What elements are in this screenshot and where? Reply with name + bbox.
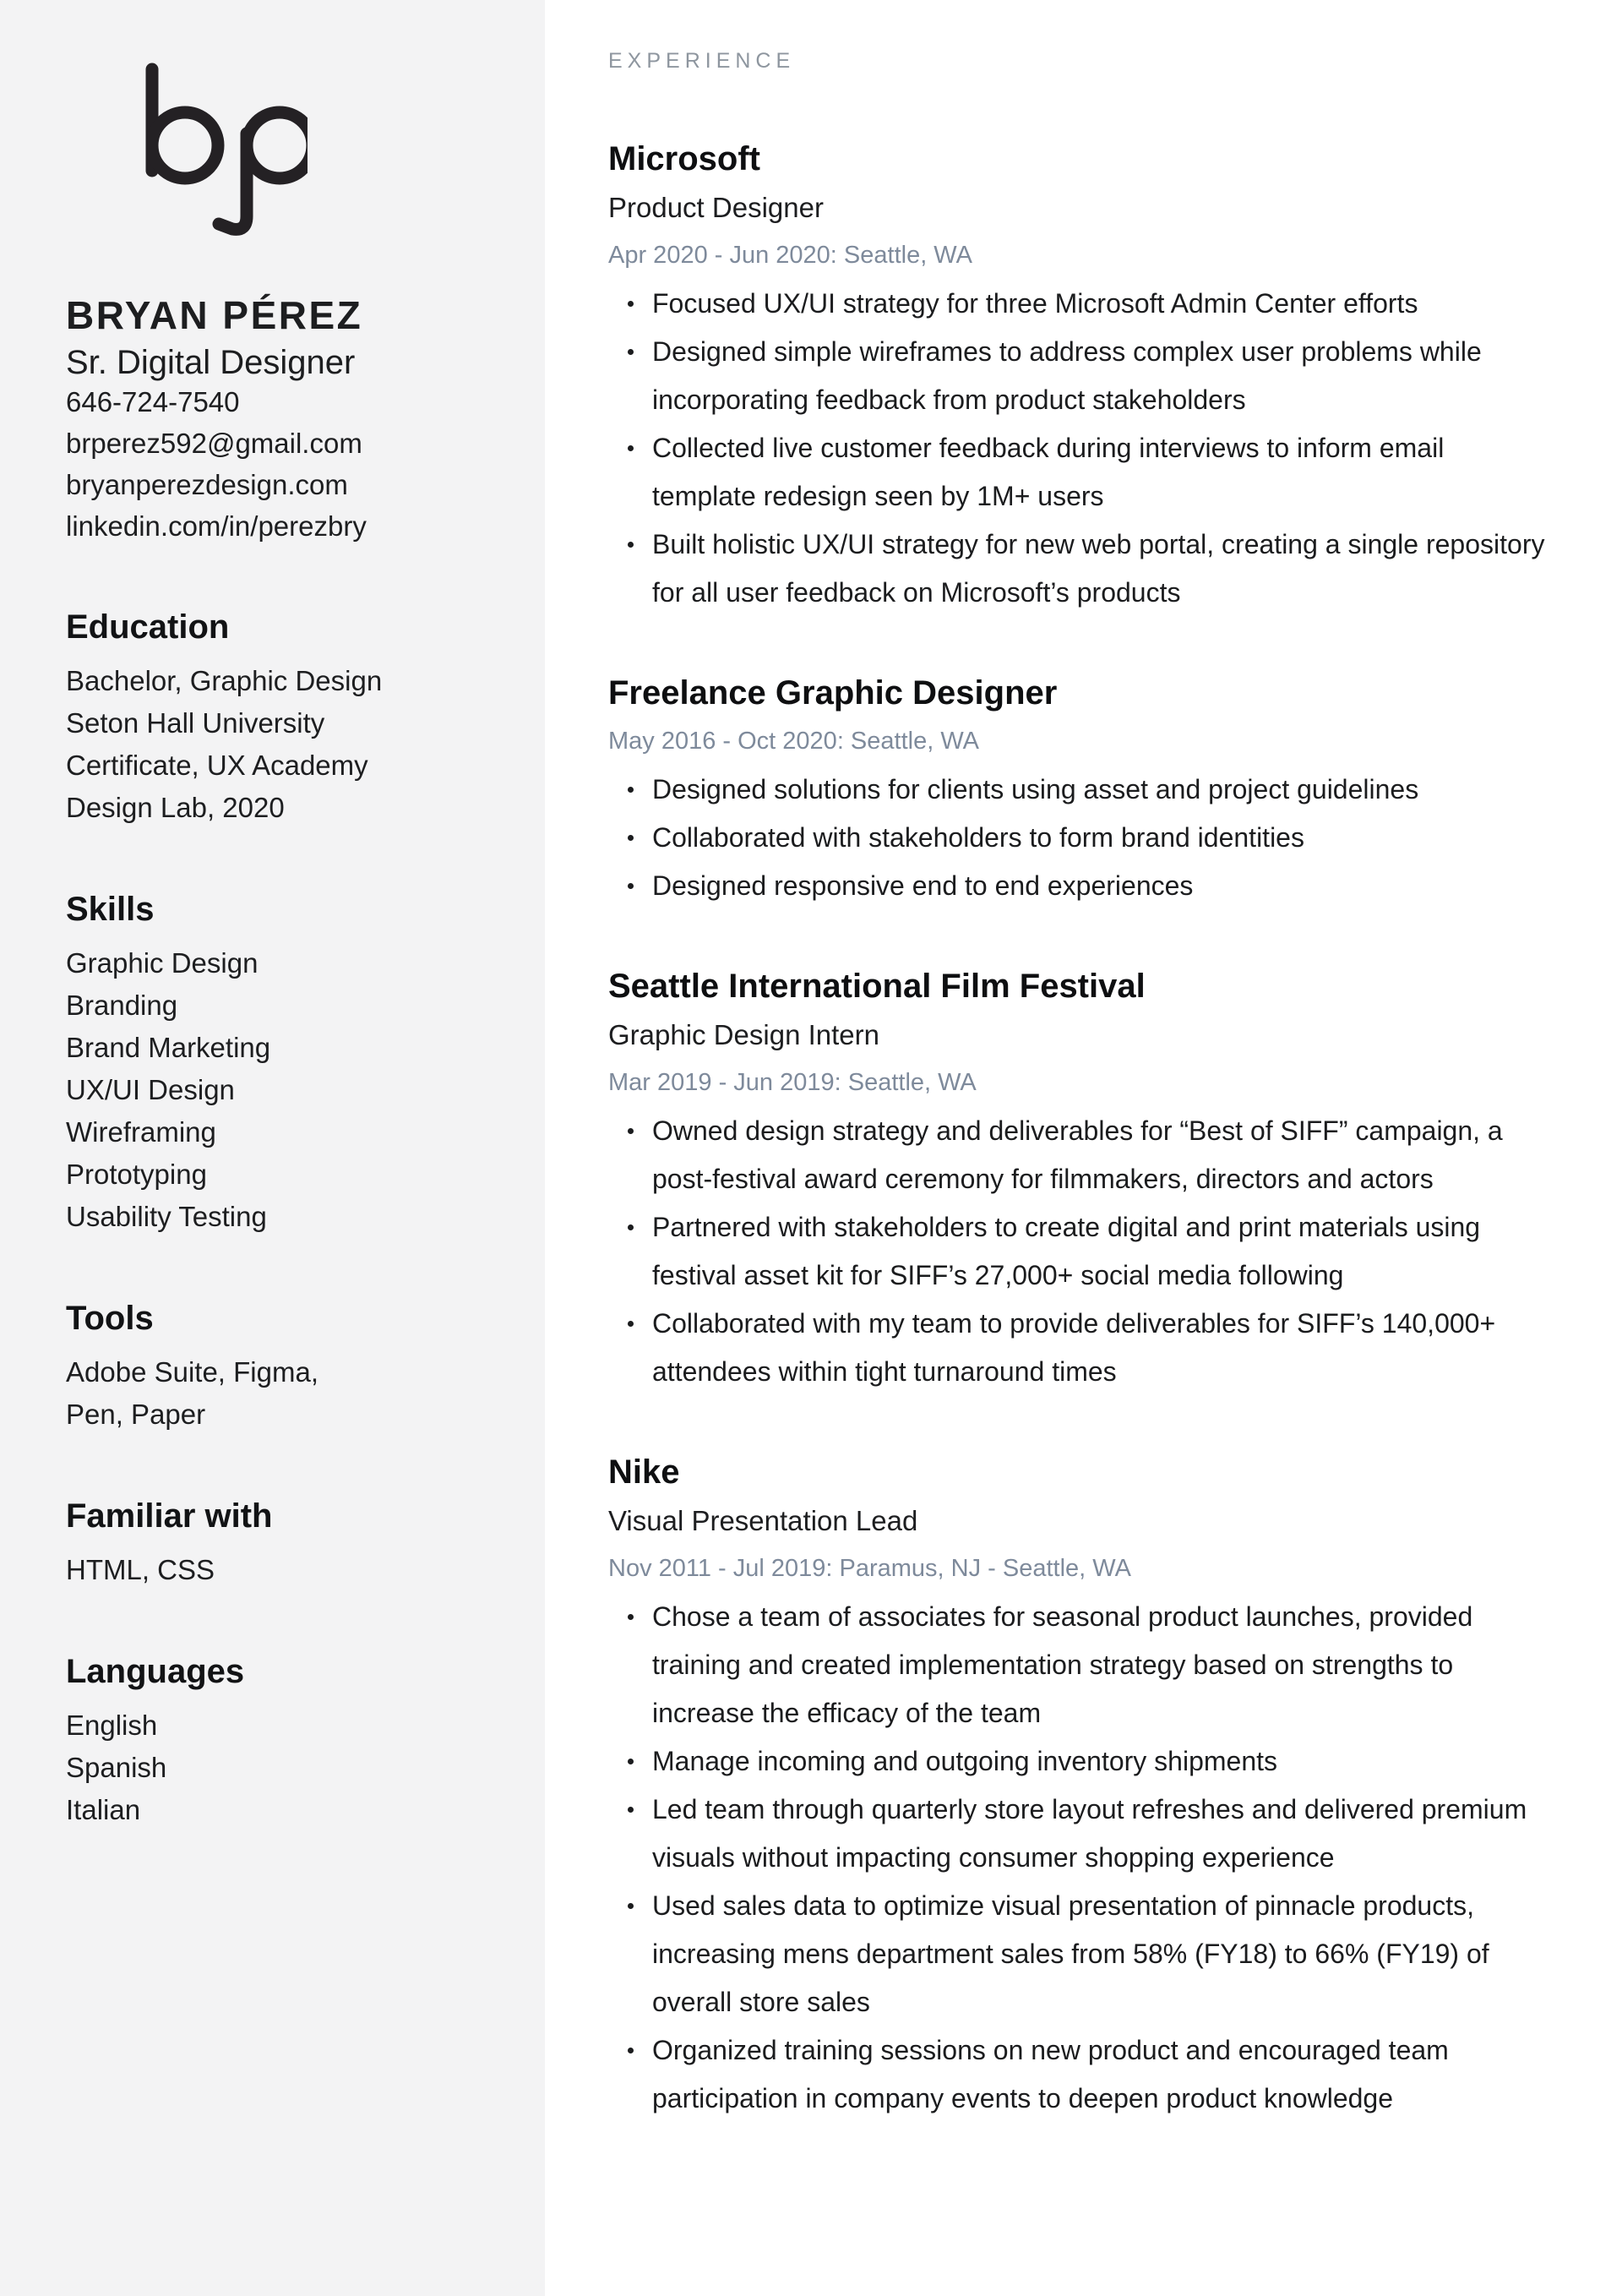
education-certificate-org: Design Lab, 2020 [66,792,285,823]
skills-heading: Skills [66,891,155,928]
tools-section [66,1297,498,1436]
job-role: Graphic Design Intern [608,1019,879,1050]
experience-label: EXPERIENCE [608,49,796,73]
job-bullet: Partnered with stakeholders to create digital and print materials using festival asset kit for SIFF’s 27,000+ social media following [652,1203,1549,1300]
logo-p-bowl [247,112,308,178]
job-bullet: Collaborated with stakeholders to form brand identities [652,814,1549,862]
languages-section [66,1650,498,1831]
skill-item: Prototyping [66,1159,207,1190]
job-bullet-list [608,280,1549,617]
linkedin-url: linkedin.com/in/perezbry [66,510,367,542]
tools-list [66,1351,498,1436]
familiar-with-heading: Familiar with [66,1497,273,1535]
skills-section [66,888,498,1238]
education-degree: Bachelor, Graphic Design [66,665,383,696]
skill-item: Wireframing [66,1116,216,1148]
job-bullet-list [608,766,1549,910]
job-date-location: Mar 2019 - Jun 2019: Seattle, WA [608,1069,977,1096]
job-bullet: Chose a team of associates for seasonal product launches, provided training and created implementation strategy based on strengths to increase the efficacy of the team [652,1593,1549,1737]
job-date-location: May 2016 - Oct 2020: Seattle, WA [608,728,979,755]
job-bullet-list [608,1107,1549,1396]
job-bullet: Led team through quarterly store layout refreshes and delivered premium visuals without impacting consumer shopping experience [652,1786,1549,1882]
job-bullet-list [608,1593,1549,2123]
job-entry-siff [608,963,1549,1396]
job-entry-nike [608,1448,1549,2123]
company-name: Seattle International Film Festival [608,968,1146,1005]
company-name: Nike [608,1453,680,1491]
job-entry-microsoft [608,135,1549,617]
job-bullet: Collected live customer feedback during interviews to inform email template redesign seen by 1M+ users [652,424,1549,521]
education-certificate: Certificate, UX Academy [66,750,368,781]
job-bullet: Designed simple wireframes to address complex user problems while incorporating feedback from product stakeholders [652,328,1549,424]
email-address: brperez592@gmail.com [66,428,362,459]
languages-heading: Languages [66,1653,245,1690]
education-group-2 [66,744,498,829]
skill-item: Usability Testing [66,1201,267,1232]
education-heading: Education [66,608,230,646]
skill-item: Branding [66,990,178,1021]
website-url: bryanperezdesign.com [66,469,348,500]
job-entry-freelance [608,669,1549,910]
job-bullet: Designed responsive end to end experiences [652,862,1549,910]
education-section [66,606,498,829]
familiar-with-section [66,1495,498,1591]
education-group-1 [66,660,498,744]
job-bullet: Owned design strategy and deliverables for “Best of SIFF” campaign, a post-festival award ceremony for filmmakers, directors and actors [652,1107,1549,1203]
language-item: English [66,1710,158,1741]
bp-monogram-logo [139,61,308,240]
skills-list [66,942,498,1238]
experience-column [545,0,1622,2296]
contact-list [66,381,498,547]
job-role: Product Designer [608,192,824,223]
tools-heading: Tools [66,1300,154,1337]
job-bullet: Collaborated with my team to provide deliverables for SIFF’s 140,000+ attendees within tight turnaround times [652,1300,1549,1396]
job-bullet: Manage incoming and outgoing inventory shipments [652,1737,1549,1786]
languages-list [66,1704,498,1831]
job-bullet: Used sales data to optimize visual presentation of pinnacle products, increasing mens department sales from 58% (FY18) to 66% (FY19) of overall store sales [652,1882,1549,2026]
job-bullet: Focused UX/UI strategy for three Microsoft Admin Center efforts [652,280,1549,328]
job-role: Visual Presentation Lead [608,1505,918,1536]
person-role: Sr. Digital Designer [66,344,356,381]
job-date-location: Apr 2020 - Jun 2020: Seattle, WA [608,242,972,269]
skill-item: Graphic Design [66,947,259,979]
logo-b-bowl [152,112,218,178]
company-name: Microsoft [608,140,760,177]
language-item: Italian [66,1794,141,1825]
language-item: Spanish [66,1752,167,1783]
phone-number: 646-724-7540 [66,386,240,417]
sidebar [0,0,545,2296]
job-bullet: Organized training sessions on new product and encouraged team participation in company events to deepen product knowledge [652,2026,1549,2123]
education-school: Seton Hall University [66,707,325,739]
company-name: Freelance Graphic Designer [608,674,1058,712]
tool-item: Pen, Paper [66,1399,206,1430]
familiar-item: HTML, CSS [66,1554,215,1585]
skill-item: Brand Marketing [66,1032,271,1063]
tool-item: Adobe Suite, Figma, [66,1356,318,1388]
familiar-with-list [66,1549,498,1591]
person-name: BRYAN PÉREZ [66,293,363,337]
job-bullet: Designed solutions for clients using asset and project guidelines [652,766,1549,814]
job-bullet: Built holistic UX/UI strategy for new web portal, creating a single repository for all user feedback on Microsoft’s products [652,521,1549,617]
job-date-location: Nov 2011 - Jul 2019: Paramus, NJ - Seattle, WA [608,1555,1131,1582]
skill-item: UX/UI Design [66,1074,235,1105]
